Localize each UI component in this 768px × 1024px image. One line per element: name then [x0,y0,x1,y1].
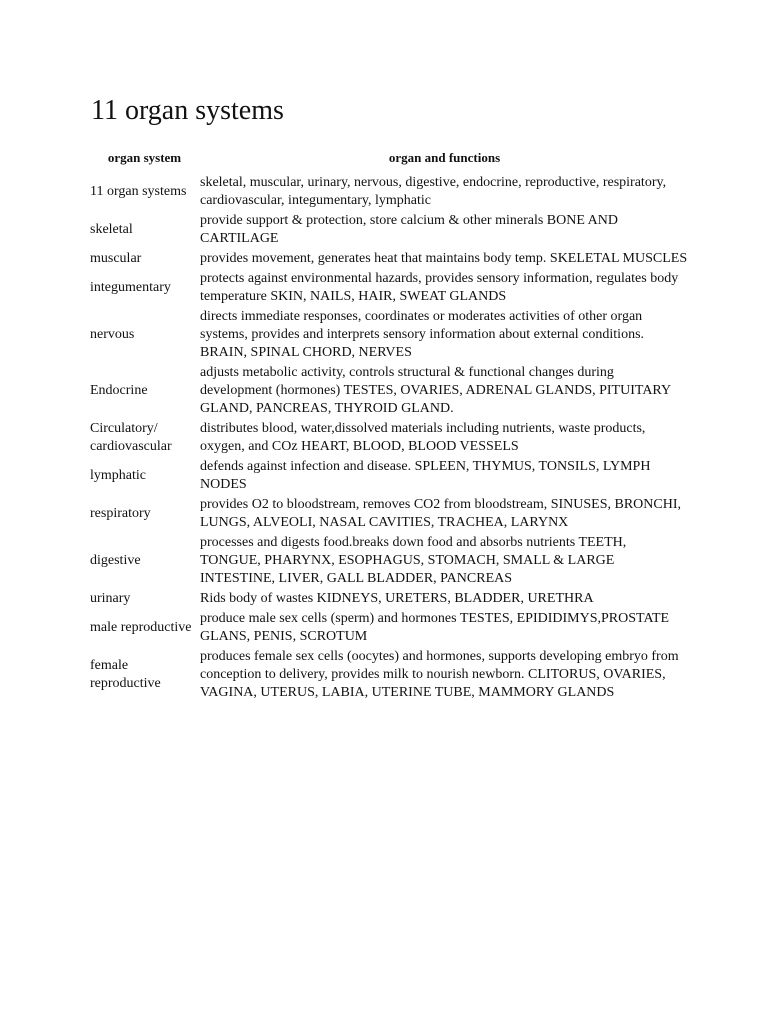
table-row [89,307,689,363]
table-row [89,419,689,457]
organ-functions-cell: provides movement, generates heat that maintains body temp. SKELETAL MUSCLES [200,251,688,266]
organ-functions-cell: Rids body of wastes KIDNEYS, URETERS, BLADDER, URETHRA [200,591,594,606]
table-row [89,533,689,589]
organ-system-cell: digestive [90,553,141,568]
table-row [89,457,689,495]
document-title: 11 organ systems [91,95,284,126]
organ-system-cell: female reproductive [90,658,161,691]
organ-system-cell: respiratory [90,506,151,521]
table-header [89,148,689,173]
organ-system-cell: urinary [90,591,131,606]
organ-system-cell: Circulatory/ cardiovascular [90,421,172,454]
organ-system-cell: 11 organ systems [90,184,187,199]
column-header-organ-and-functions: organ and functions [388,150,501,165]
organ-systems-table [89,148,689,703]
organ-functions-cell: distributes blood, water,dissolved materials including nutrients, waste products, oxygen, and COz HEART, BLOOD, BLOOD VESSELS [200,421,646,454]
table-row [89,495,689,533]
table-row [89,249,689,269]
organ-system-cell: integumentary [90,280,171,295]
organ-functions-cell: defends against infection and disease. SPLEEN, THYMUS, TONSILS, LYMPH NODES [200,459,651,492]
organ-system-cell: muscular [90,251,142,266]
organ-system-cell: male reproductive [90,620,192,635]
organ-system-cell: Endocrine [90,383,148,398]
organ-functions-cell: adjusts metabolic activity, controls structural & functional changes during development (hormones) TESTES, OVARIES, ADRENAL GLANDS, PITUITARY GLAND, PANCREAS, THYROID GLAND. [200,365,671,416]
column-header-organ-system: organ system [107,150,182,165]
organ-functions-cell: protects against environmental hazards, provides sensory information, regulates body temperature SKIN, NAILS, HAIR, SWEAT GLANDS [200,271,679,304]
organ-system-cell: lymphatic [90,468,146,483]
table-row [89,269,689,307]
organ-functions-cell: provides O2 to bloodstream, removes CO2 from bloodstream, SINUSES, BRONCHI, LUNGS, ALVEOLI, NASAL CAVITIES, TRACHEA, LARYNX [200,497,682,530]
organ-functions-cell: processes and digests food.breaks down food and absorbs nutrients TEETH, TONGUE, PHARYNX, ESOPHAGUS, STOMACH, SMALL & LARGE INTESTINE, LIVER, GALL BLADDER, PANCREAS [200,535,627,586]
organ-functions-cell: produce male sex cells (sperm) and hormones TESTES, EPIDIDIMYS,PROSTATE GLANS, PENIS, SCROTUM [200,611,670,644]
table-header-row [89,148,689,173]
organ-functions-cell: directs immediate responses, coordinates or moderates activities of other organ systems, provides and interprets sensory information about external conditions. BRAIN, SPINAL CHORD, NERVES [200,309,645,360]
table-row [89,363,689,419]
table-row [89,211,689,249]
table-row [89,589,689,609]
table-row [89,647,689,703]
table-row [89,609,689,647]
organ-functions-cell: provide support & protection, store calcium & other minerals BONE AND CARTILAGE [200,213,618,246]
organ-functions-cell: produces female sex cells (oocytes) and hormones, supports developing embryo from conception to delivery, provides milk to nourish newborn. CLITORUS, OVARIES, VAGINA, UTERUS, LABIA, UTERINE TUBE, MAMMORY GLANDS [200,649,679,700]
organ-system-cell: skeletal [90,222,133,237]
table-body [89,173,689,703]
organ-system-cell: nervous [90,327,135,342]
organ-functions-cell: skeletal, muscular, urinary, nervous, digestive, endocrine, reproductive, respiratory, cardiovascular, integumentary, lymphatic [200,175,667,208]
table-row [89,173,689,211]
